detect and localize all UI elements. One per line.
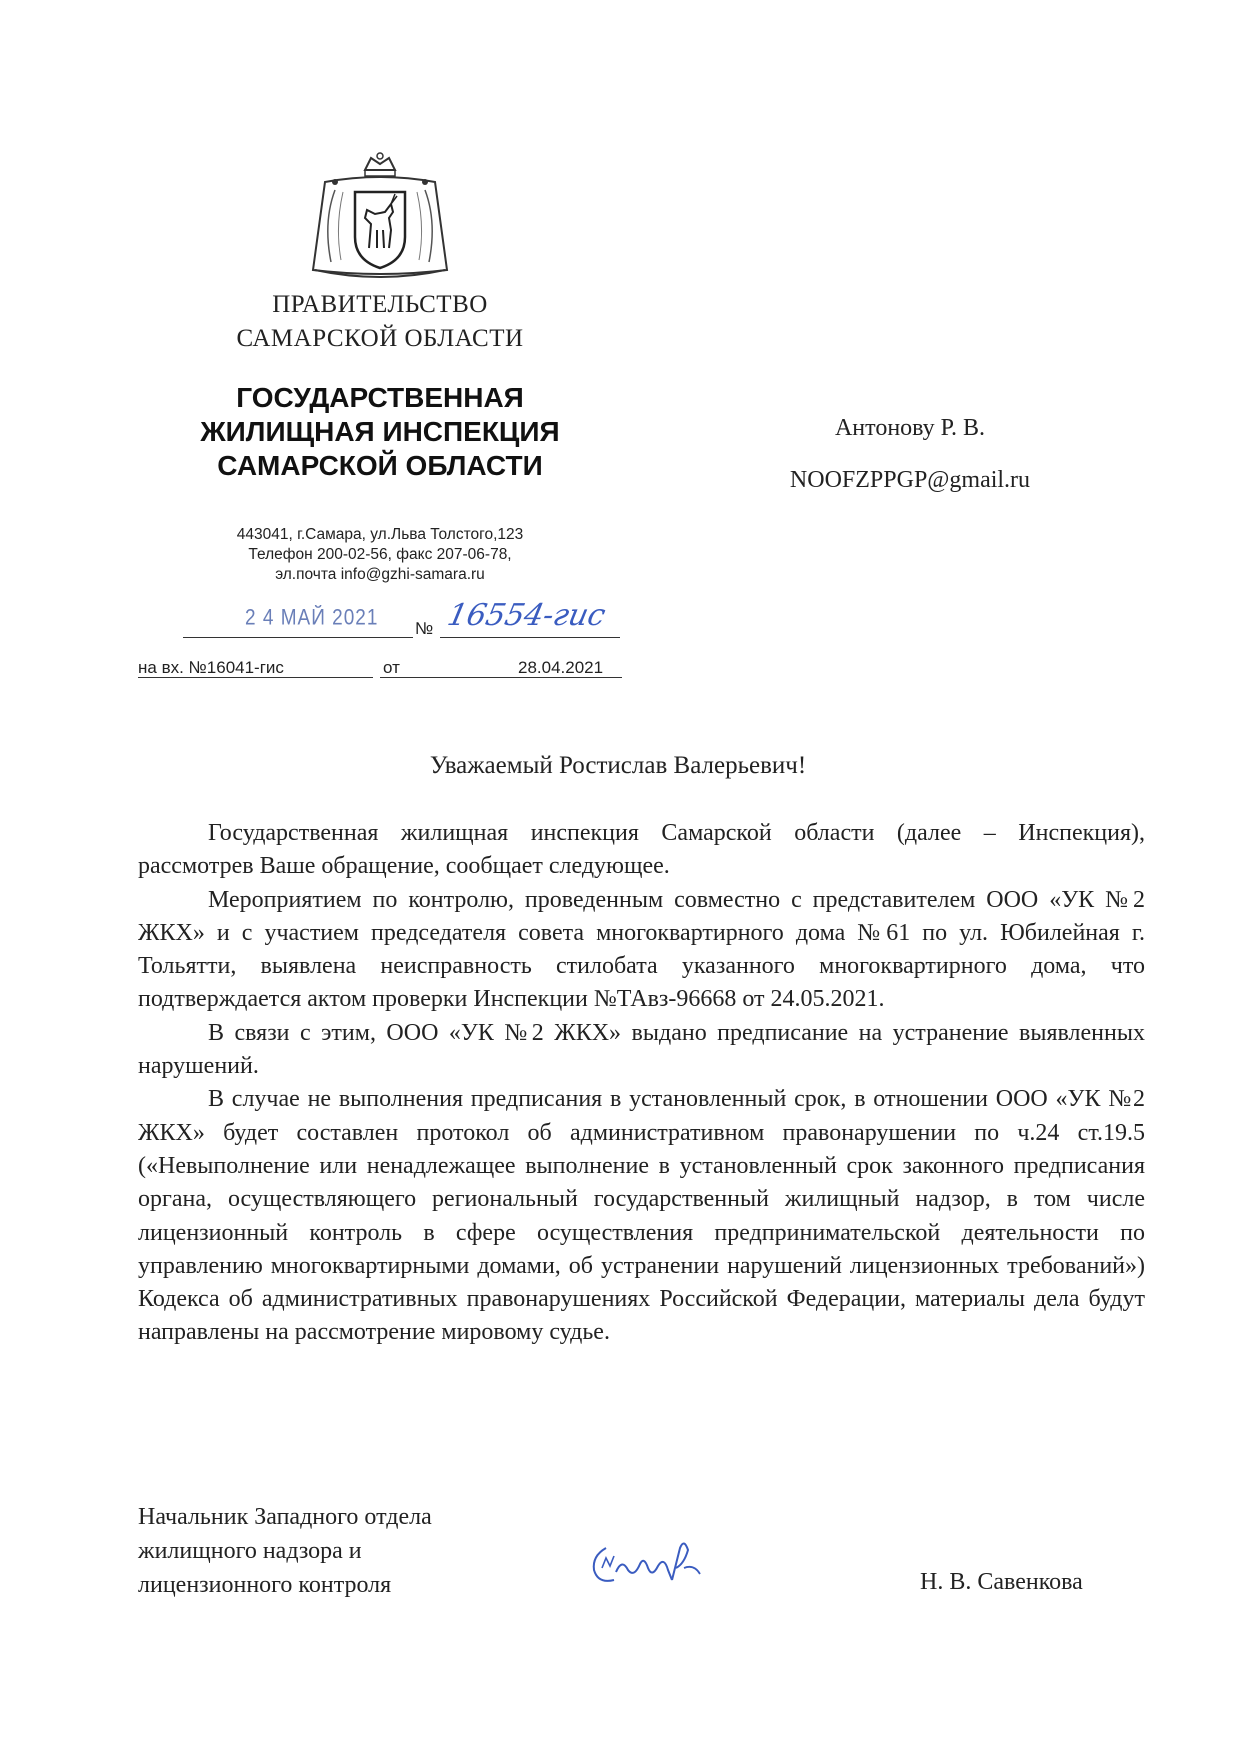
- date-stamp: 2 4 МАЙ 2021: [245, 606, 379, 631]
- inspection-title-line1: ГОСУДАРСТВЕННАЯ: [236, 382, 524, 413]
- government-title-line1: ПРАВИТЕЛЬСТВО: [272, 291, 488, 318]
- number-label: №: [415, 619, 434, 638]
- paragraph: Мероприятием по контролю, проведенным совместно с представителем ООО «УК №2 ЖКХ» и с участием председателя совета многоквартирного дома №61 по ул. Юбилейная г. Тольятти, выявлена неисправность стилобата указанного многоквартирного дома, что подтверждается актом проверки Инспекции №ТАвз-96668 от 24.05.2021.: [138, 886, 1145, 1013]
- incoming-from-label: от: [383, 658, 400, 677]
- government-title-line2: САМАРСКОЙ ОБЛАСТИ: [236, 325, 524, 352]
- inspection-title-line2: ЖИЛИЩНАЯ ИНСПЕКЦИЯ: [200, 416, 560, 447]
- greeting: Уважаемый Ростислав Валерьевич!: [429, 752, 807, 779]
- paragraph: В связи с этим, ООО «УК №2 ЖКХ» выдано предписание на устранение выявленных нарушений.: [138, 1019, 1145, 1080]
- signatory-title-line3: лицензионного контроля: [138, 1572, 392, 1598]
- incoming-underline: [138, 677, 373, 678]
- paragraph: В случае не выполнения предписания в установленный срок, в отношении ООО «УК №2 ЖКХ» будет составлен протокол об административном правонарушении по ч.24 ст.19.5 («Невыполнение или ненадлежащее выполнение в установленный срок законного предписания органа, осуществляющего региональный государственный жилищный надзор, в том числе лицензионный контроль в сфере осуществления предпринимательской деятельности по управлению многоквартирными домами, об устранении нарушений лицензионных требований») Кодекса об административных правонарушениях Российской Федерации, материалы дела будут направлены на рассмотрение мировому судье.: [138, 1086, 1145, 1346]
- incoming-date-underline: [380, 677, 622, 678]
- address-line3: эл.почта info@gzhi-samara.ru: [275, 566, 485, 583]
- address-line2: Телефон 200-02-56, факс 207-06-78,: [248, 546, 512, 563]
- handwritten-signature: [584, 1528, 734, 1598]
- inspection-title-line3: САМАРСКОЙ ОБЛАСТИ: [217, 450, 543, 481]
- signatory-title: [138, 1500, 432, 1602]
- incoming-reference: на вх. №16041-гис: [138, 658, 284, 677]
- number-underline: [440, 637, 620, 638]
- recipient-name: Антонову Р. В.: [834, 415, 986, 441]
- signatory-title-line1: Начальник Западного отдела: [138, 1504, 432, 1530]
- signatory-title-line2: жилищного надзора и: [138, 1538, 362, 1564]
- date-underline: [183, 637, 413, 638]
- recipient-email: NOOFZPPGP@gmail.ru: [789, 467, 1031, 493]
- incoming-date: 28.04.2021: [518, 658, 604, 677]
- address-line1: 443041, г.Самара, ул.Льва Толстого,123: [236, 526, 524, 543]
- coat-of-arms-icon: [305, 152, 455, 280]
- letter-body: [138, 817, 1145, 1350]
- paragraph: Государственная жилищная инспекция Самарской области (далее – Инспекция), рассмотрев Ваше обращение, сообщает следующее.: [138, 820, 1145, 880]
- handwritten-number: 16554-гис: [444, 598, 609, 633]
- signatory-name: Н. В. Савенкова: [920, 1569, 1083, 1595]
